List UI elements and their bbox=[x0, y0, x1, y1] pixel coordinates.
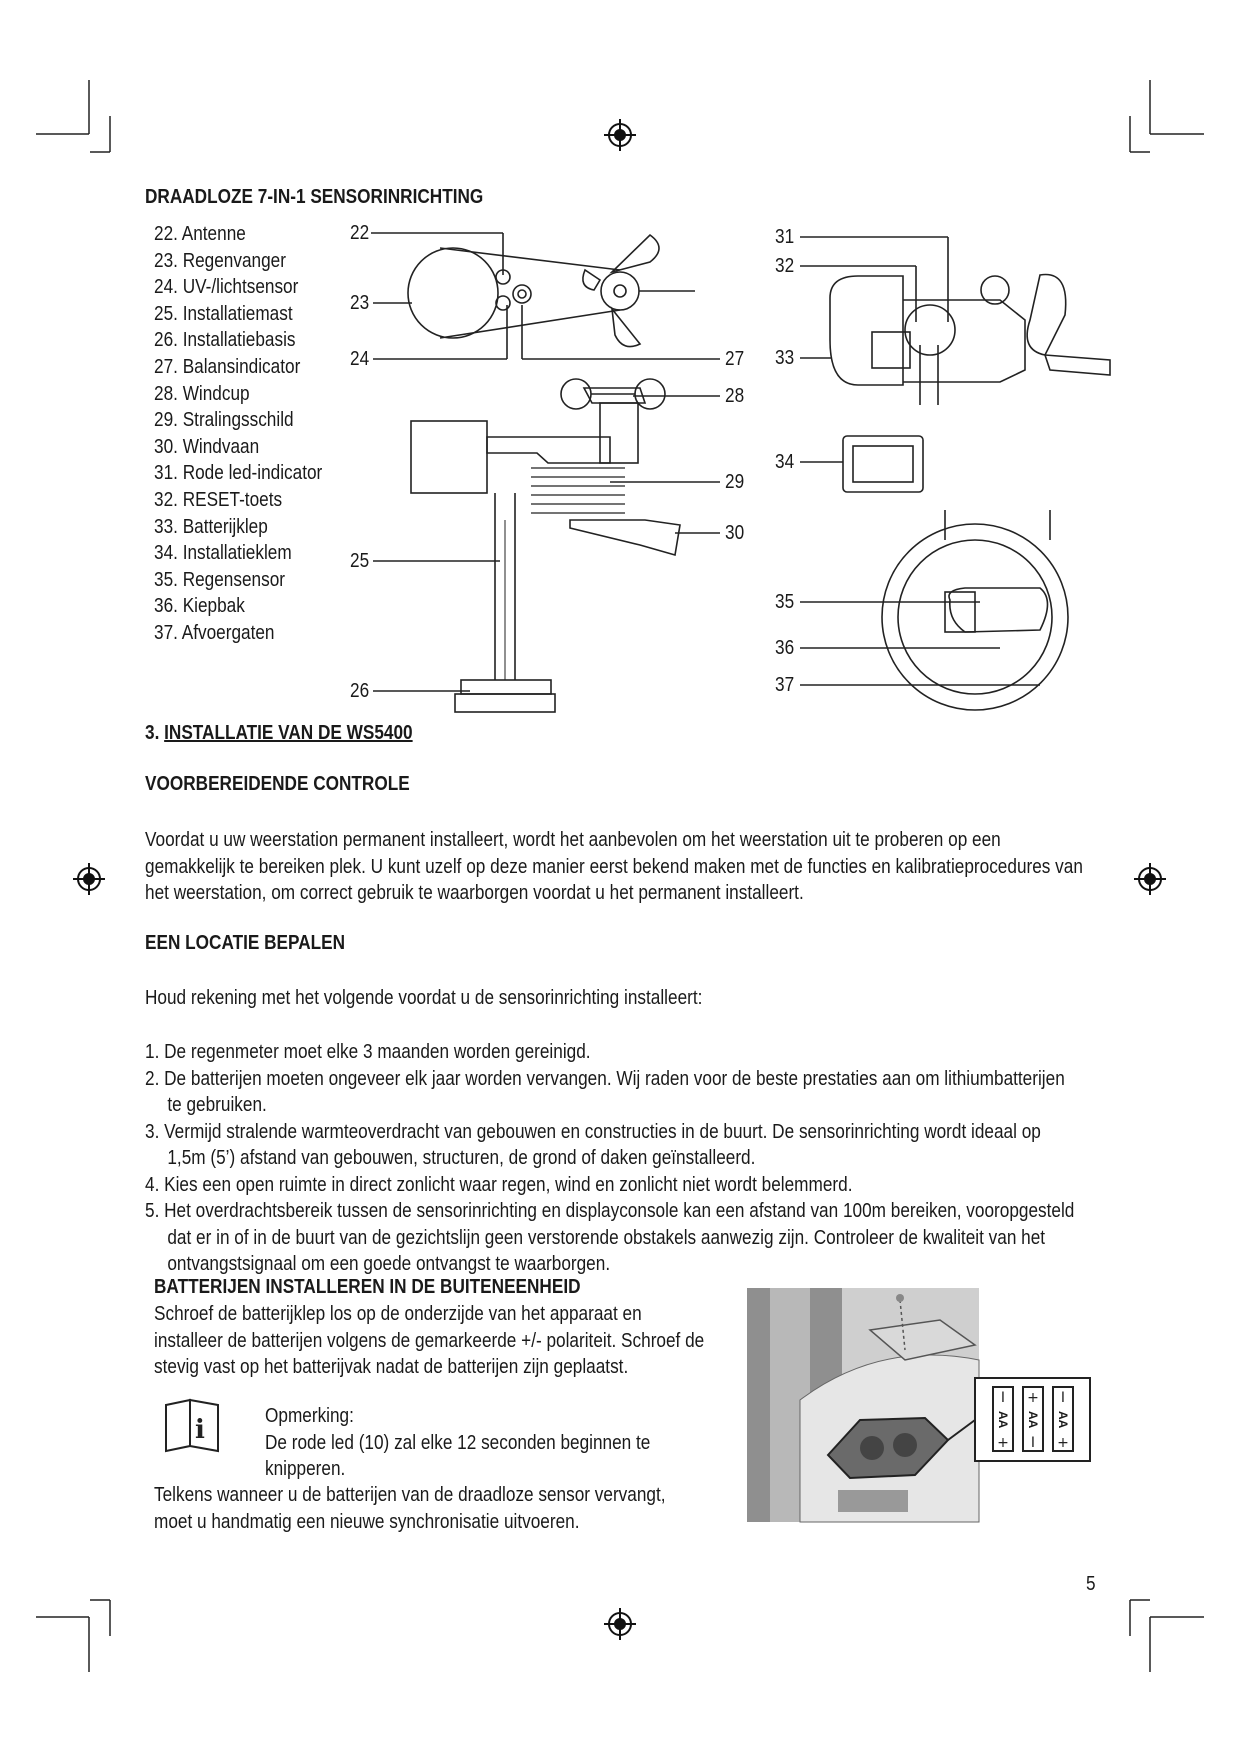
text-line: Schroef de batterijklep los op de onderzijde van het apparaat en bbox=[154, 1303, 642, 1325]
page-number: 5 bbox=[1086, 1573, 1096, 1595]
callout-37: 37 bbox=[775, 674, 795, 696]
text-line: Telkens wanneer u de batterijen van de draadloze sensor vervangt, bbox=[154, 1484, 666, 1506]
text-line: moet u handmatig een nieuwe synchronisatie uitvoeren. bbox=[154, 1510, 580, 1533]
callout-28: 28 bbox=[725, 385, 745, 407]
list-item: 1. De regenmeter moet elke 3 maanden worden gereinigd. bbox=[145, 1041, 591, 1063]
callout-30: 30 bbox=[725, 522, 745, 544]
callout-25: 25 bbox=[350, 550, 370, 572]
list-item: 37. Afvoergaten bbox=[154, 621, 275, 644]
list-item: 22. Antenne bbox=[154, 223, 246, 245]
note-title: Opmerking: bbox=[265, 1405, 354, 1427]
location-heading: EEN LOCATIE BEPALEN bbox=[145, 932, 346, 954]
callout-29: 29 bbox=[725, 471, 745, 493]
list-item: 33. Batterijklep bbox=[154, 515, 268, 538]
callout-26: 26 bbox=[350, 680, 370, 702]
callout-24: 24 bbox=[350, 348, 370, 370]
list-item: 23. Regenvanger bbox=[154, 249, 286, 272]
text-line: Voordat u uw weerstation permanent installeert, wordt het aanbevolen om het weerstation uit te proberen op een bbox=[145, 829, 1001, 851]
callout-31: 31 bbox=[775, 226, 795, 248]
section-number: 3. bbox=[145, 722, 160, 744]
text-line: installeer de batterijen volgens de gemarkeerde +/- polariteit. Schroef de bbox=[154, 1329, 705, 1352]
note-line: knipperen. bbox=[265, 1458, 346, 1480]
svg-text:+: + bbox=[1057, 1435, 1069, 1451]
list-item: 24. UV-/lichtsensor bbox=[154, 276, 299, 299]
svg-text:I: I bbox=[1000, 1390, 1006, 1406]
text-line: het weerstation, om correct gebruik te waarborgen voordat u het permanent installeert. bbox=[145, 882, 804, 904]
list-item: 1,5m (5’) afstand van gebouwen, structuren, de grond of daken geïnstalleerd. bbox=[167, 1147, 756, 1169]
battery-label: AA bbox=[1056, 1411, 1070, 1429]
list-item: 25. Installatiemast bbox=[154, 302, 293, 325]
svg-text:+: + bbox=[1027, 1390, 1039, 1406]
battery-heading: BATTERIJEN INSTALLEREN IN DE BUITENEENHEID bbox=[154, 1276, 581, 1298]
list-item: 30. Windvaan bbox=[154, 435, 260, 458]
list-item: 2. De batterijen moeten ongeveer elk jaar worden vervangen. Wij raden voor de beste prestaties aan om lithiumbatterijen bbox=[145, 1067, 1065, 1090]
list-item: 31. Rode led-indicator bbox=[154, 462, 323, 485]
svg-text:I: I bbox=[1060, 1390, 1066, 1406]
list-item: ontvangstsignaal om een goede ontvangst te waarborgen. bbox=[167, 1253, 611, 1275]
list-item: 4. Kies een open ruimte in direct zonlicht waar regen, wind en zonlicht niet wordt belemmerd. bbox=[145, 1173, 853, 1196]
list-item: 34. Installatieklem bbox=[154, 542, 292, 565]
list-item: 29. Stralingsschild bbox=[154, 409, 294, 432]
callout-32: 32 bbox=[775, 255, 795, 277]
svg-text:+: + bbox=[997, 1435, 1009, 1451]
callout-33: 33 bbox=[775, 347, 795, 369]
list-item: te gebruiken. bbox=[167, 1094, 267, 1116]
text-line: stevig vast op het batterijvak nadat de batterijen zijn geplaatst. bbox=[154, 1356, 629, 1378]
callout-35: 35 bbox=[775, 591, 795, 613]
callout-36: 36 bbox=[775, 637, 795, 659]
svg-text:I: I bbox=[1030, 1435, 1036, 1451]
location-intro: Houd rekening met het volgende voordat u de sensorinrichting installeert: bbox=[145, 987, 703, 1009]
list-item: 35. Regensensor bbox=[154, 568, 286, 591]
list-item: 36. Kiepbak bbox=[154, 595, 245, 618]
list-item: 5. Het overdrachtsbereik tussen de sensorinrichting en displayconsole kan een afstand van 100m bereiken, vooropgesteld bbox=[145, 1200, 1075, 1222]
callout-27: 27 bbox=[725, 348, 745, 370]
list-item: 26. Installatiebasis bbox=[154, 329, 296, 352]
callout-22: 22 bbox=[350, 222, 370, 244]
callout-23: 23 bbox=[350, 292, 370, 314]
list-item: 32. RESET-toets bbox=[154, 488, 283, 511]
note-line: De rode led (10) zal elke 12 seconden beginnen te bbox=[265, 1431, 651, 1454]
list-item: 27. Balansindicator bbox=[154, 355, 301, 378]
prep-heading: VOORBEREIDENDE CONTROLE bbox=[145, 773, 410, 795]
list-item: 3. Vermijd stralende warmteoverdracht van gebouwen en constructies in de buurt. De sensorinrichting wordt ideaal op bbox=[145, 1120, 1041, 1143]
section-title: INSTALLATIE VAN DE WS5400 bbox=[164, 722, 413, 744]
list-item: dat er in of in de buurt van de gezichtslijn geen verstorende obstakels aanwezig zijn. Controleer de kwaliteit van het bbox=[167, 1226, 1046, 1249]
battery-label: AA bbox=[1026, 1411, 1040, 1429]
sensor-section-title: DRAADLOZE 7-IN-1 SENSORINRICHTING bbox=[145, 186, 484, 208]
svg-text:i: i bbox=[195, 1415, 205, 1445]
callout-34: 34 bbox=[775, 451, 795, 473]
list-item: 28. Windcup bbox=[154, 382, 250, 405]
text-line: gemakkelijk te bereiken plek. U kunt uzelf op deze manier eerst bekend maken met de functies en kalibratieprocedures van bbox=[145, 855, 1083, 878]
battery-label: AA bbox=[996, 1411, 1010, 1429]
